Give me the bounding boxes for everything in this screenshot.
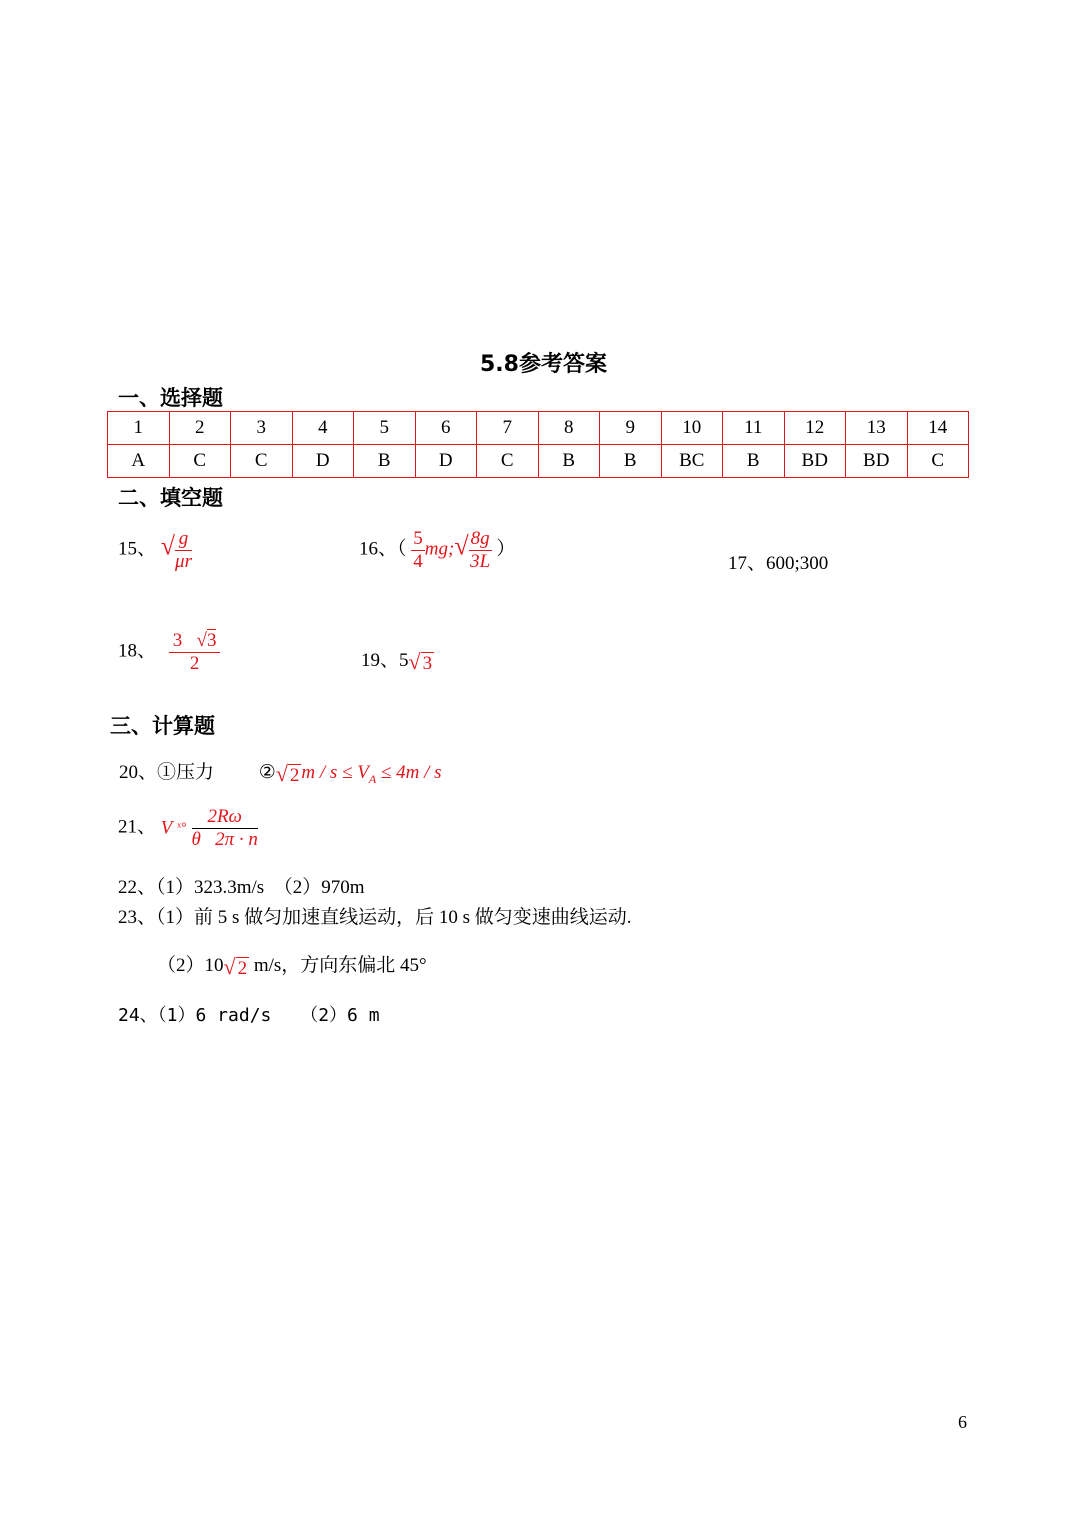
- inequality-expression: m / s ≤ V: [301, 762, 369, 783]
- sqrt-body: 3: [206, 630, 217, 651]
- sqrt-icon: √: [275, 760, 288, 786]
- choice-answer-table: [107, 411, 969, 478]
- table-cell: 12: [784, 412, 846, 445]
- answer-23-part-1: 23、（1）前 5 s 做匀加速直线运动，后 10 s 做匀变速曲线运动.: [118, 907, 632, 928]
- answer-prefix: （2）10: [157, 955, 224, 976]
- table-cell: 5: [354, 412, 416, 445]
- table-cell: 4: [292, 412, 354, 445]
- denominator-part: θ: [191, 828, 201, 850]
- table-cell: 6: [415, 412, 477, 445]
- fraction: [469, 528, 492, 573]
- page-title: 5.8参考答案: [480, 352, 607, 377]
- table-cell: BD: [846, 445, 908, 478]
- answer-closing: ）: [496, 538, 516, 560]
- sqrt-body: 2: [237, 957, 248, 979]
- table-cell: D: [415, 445, 477, 478]
- sqrt-expression: [454, 528, 491, 573]
- answer-16: [359, 528, 515, 573]
- answer-17: 17、600;300: [728, 553, 829, 574]
- table-cell: 8: [538, 412, 600, 445]
- sqrt-expression: [276, 761, 302, 787]
- fraction-denominator: 4: [413, 550, 423, 572]
- table-cell: C: [169, 445, 231, 478]
- variable: V: [160, 817, 173, 839]
- answer-label: 18、: [118, 640, 157, 662]
- table-cell: B: [354, 445, 416, 478]
- answer-19: [361, 645, 434, 675]
- numerator-coefficient: 3: [172, 630, 183, 651]
- answer-suffix: m/s，方向东偏北 45°: [249, 955, 427, 976]
- table-cell: B: [538, 445, 600, 478]
- fraction-denominator: [192, 829, 258, 851]
- table-cell: 11: [723, 412, 785, 445]
- answer-label: 20、①压力: [119, 762, 215, 783]
- inequality-expression-end: ≤ 4m / s: [376, 762, 442, 783]
- table-cell: 14: [907, 412, 969, 445]
- table-cell: B: [723, 445, 785, 478]
- answer-22: 22、（1）323.3m/s （2）970m: [118, 877, 365, 898]
- fraction: [169, 630, 221, 675]
- answer-label: 16、（: [359, 538, 407, 560]
- table-cell: 9: [600, 412, 662, 445]
- fraction-numerator: 2Rω: [192, 806, 258, 829]
- table-cell: 2: [169, 412, 231, 445]
- sqrt-icon: √: [454, 531, 469, 561]
- table-cell: 7: [477, 412, 539, 445]
- answer-21: [118, 806, 258, 851]
- fraction-numerator: g: [175, 528, 192, 551]
- answer-23-part-2: [157, 950, 427, 980]
- answer-15: [118, 528, 192, 573]
- table-cell: 10: [661, 412, 723, 445]
- answer-label: 19、5: [361, 650, 409, 671]
- answer-18: [118, 630, 220, 675]
- answer-24: 24、（1）6 rad/s （2）6 m: [118, 1005, 380, 1026]
- fraction: [192, 806, 258, 851]
- sqrt-body: 3: [422, 652, 433, 674]
- section-calc-heading: 三、计算题: [110, 714, 215, 738]
- fraction-denominator: μr: [175, 550, 192, 572]
- answer-label: 21、: [118, 816, 157, 838]
- sqrt-icon: √: [160, 531, 176, 561]
- section-fill-heading: 二、填空题: [118, 486, 223, 510]
- sqrt-icon: √: [223, 953, 236, 979]
- subscript: A: [368, 771, 377, 786]
- table-cell: C: [907, 445, 969, 478]
- sqrt-expression: [224, 954, 250, 980]
- table-cell: BD: [784, 445, 846, 478]
- fraction-denominator: 2: [189, 652, 200, 674]
- table-cell: 13: [846, 412, 908, 445]
- table-cell: B: [600, 445, 662, 478]
- fraction: [411, 528, 425, 573]
- fraction-numerator: [169, 630, 221, 653]
- fraction-denominator: 3L: [470, 550, 491, 572]
- table-cell: C: [231, 445, 293, 478]
- table-cell: BC: [661, 445, 723, 478]
- table-cell: 3: [231, 412, 293, 445]
- answer-20: [119, 757, 442, 787]
- table-cell: A: [108, 445, 170, 478]
- fraction-numerator: 8g: [470, 528, 490, 549]
- fraction-numerator: 5: [413, 528, 423, 549]
- sqrt-icon: √: [196, 630, 207, 651]
- table-cell: D: [292, 445, 354, 478]
- table-cell: C: [477, 445, 539, 478]
- sub-question-mark: ②: [258, 762, 276, 783]
- garbled-symbol: ˣ°: [177, 820, 187, 836]
- expression-text: mg;: [424, 538, 455, 560]
- answer-label: 15、: [118, 538, 157, 560]
- sqrt-expression: [409, 649, 435, 675]
- table-row-numbers: [108, 412, 969, 445]
- sqrt-body: 2: [289, 764, 300, 786]
- sqrt-expression: [161, 528, 192, 573]
- table-row-answers: [108, 445, 969, 478]
- fraction: [175, 528, 192, 573]
- page-number: 6: [958, 1412, 967, 1432]
- denominator-part: 2π · n: [215, 828, 258, 850]
- table-cell: 1: [108, 412, 170, 445]
- sqrt-icon: √: [408, 648, 421, 674]
- section-choice-heading: 一、选择题: [118, 386, 223, 410]
